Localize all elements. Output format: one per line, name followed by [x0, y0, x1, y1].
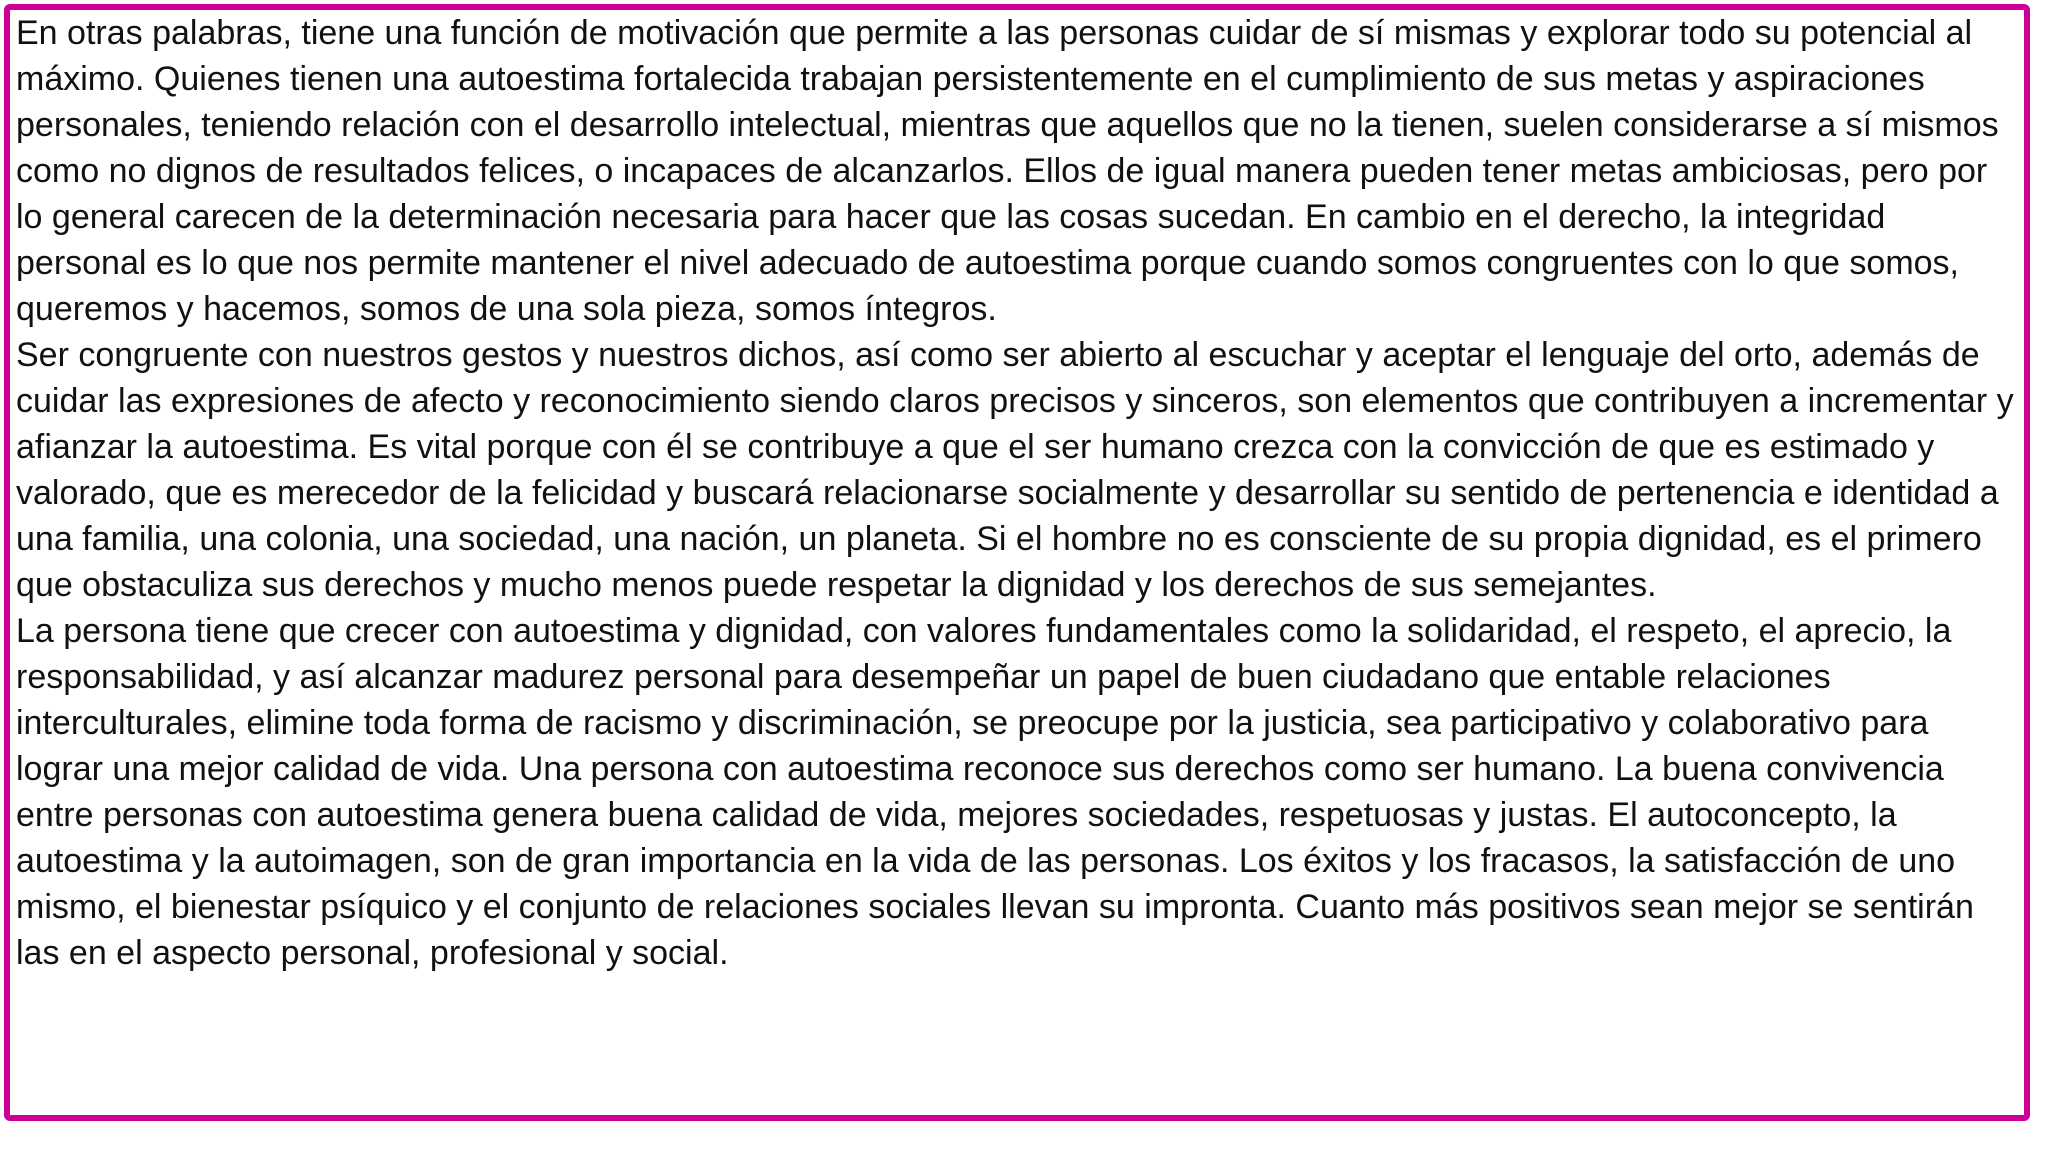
paragraph-1: En otras palabras, tiene una función de motivación que permite a las personas cuidar de sí mismas y explorar todo su potencial al máximo. Quienes tienen una autoestima fortalecida trabajan persistentemente en el cumplimiento de sus metas y aspiraciones personales, teniendo relación con el desarrollo intelectual, mientras que aquellos que no la tienen, suelen considerarse a sí mismos como no dignos de resultados felices, o incapaces de alcanzarlos. Ellos de igual manera pueden tener metas ambiciosas, pero por lo general carecen de la determinación necesaria para hacer que las cosas sucedan. En cambio en el derecho, la integridad personal es lo que nos permite mantener el nivel adecuado de autoestima porque cuando somos congruentes con lo que somos, queremos y hacemos, somos de una sola pieza, somos íntegros. — [16, 14, 1999, 328]
paragraph-3: La persona tiene que crecer con autoestima y dignidad, con valores fundamentales como la solidaridad, el respeto, el aprecio, la responsabilidad, y así alcanzar madurez personal para desempeñar un papel de buen ciudadano que entable relaciones interculturales, elimine toda forma de racismo y discriminación, se preocupe por la justicia, sea participativo y colaborativo para lograr una mejor calidad de vida. Una persona con autoestima reconoce sus derechos como ser humano. La buena convivencia entre personas con autoestima genera buena calidad de vida, mejores sociedades, respetuosas y justas. El autoconcepto, la autoestima y la autoimagen, son de gran importancia en la vida de las personas. Los éxitos y los fracasos, la satisfacción de uno mismo, el bienestar psíquico y el conjunto de relaciones sociales llevan su impronta. Cuanto más positivos sean mejor se sentirán las en el aspecto personal, profesional y social. — [16, 612, 1974, 972]
document-text — [16, 10, 2022, 976]
paragraph-2: Ser congruente con nuestros gestos y nuestros dichos, así como ser abierto al escuchar y aceptar el lenguaje del orto, además de cuidar las expresiones de afecto y reconocimiento siendo claros precisos y sinceros, son elementos que contribuyen a incrementar y afianzar la autoestima. Es vital porque con él se contribuye a que el ser humano crezca con la convicción de que es estimado y valorado, que es merecedor de la felicidad y buscará relacionarse socialmente y desarrollar su sentido de pertenencia e identidad a una familia, una colonia, una sociedad, una nación, un planeta. Si el hombre no es consciente de su propia dignidad, es el primero que obstaculiza sus derechos y mucho menos puede respetar la dignidad y los derechos de sus semejantes. — [16, 336, 2014, 604]
